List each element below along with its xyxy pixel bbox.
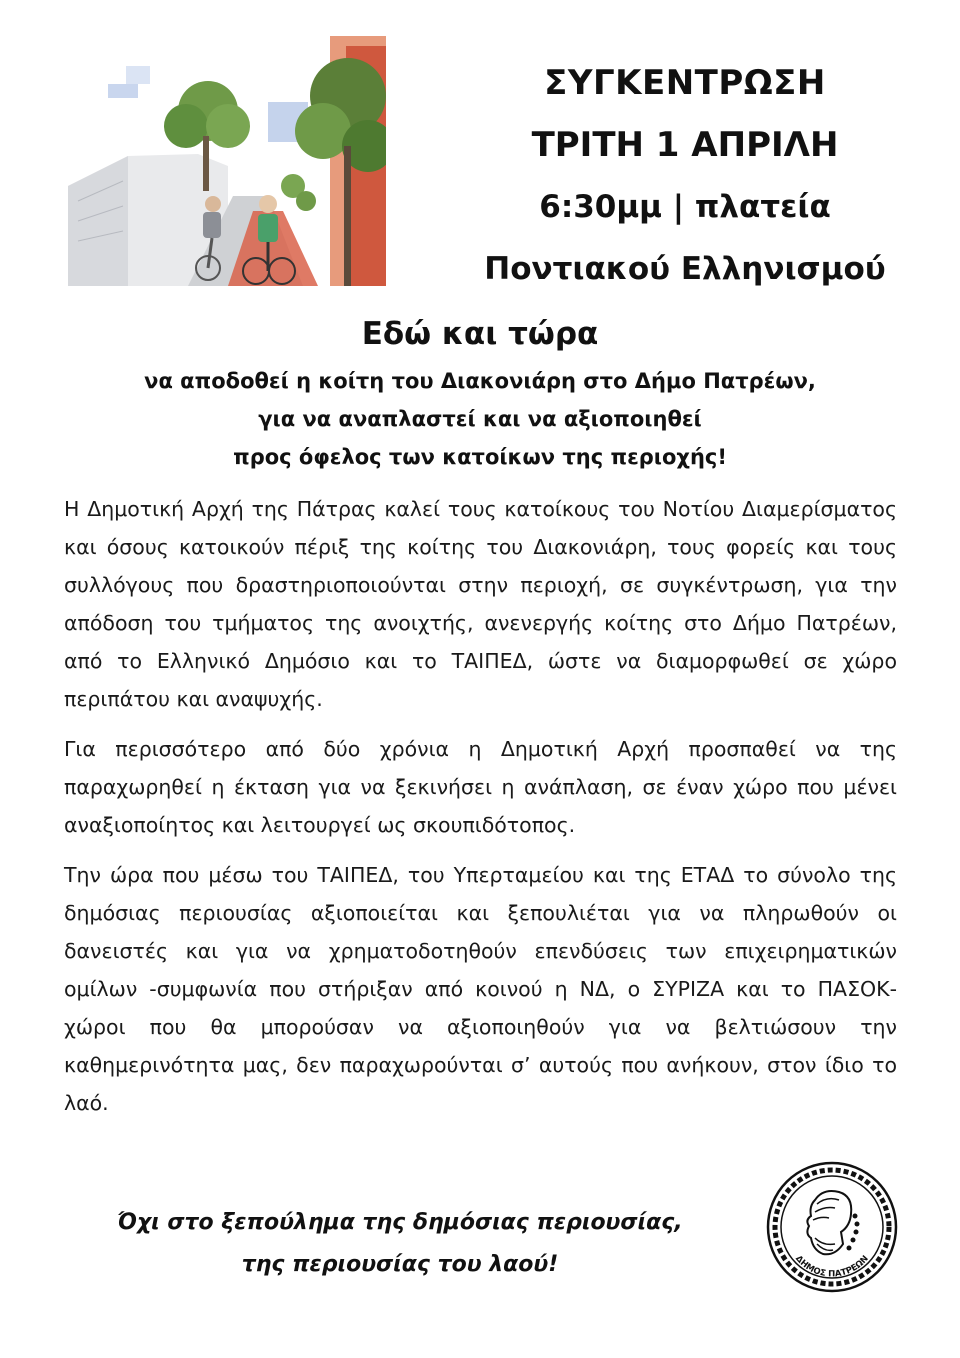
body-text: [64, 490, 897, 1134]
event-announcement: [440, 52, 930, 300]
paragraph: Για περισσότερο από δύο χρόνια η Δημοτική Αρχή προσπαθεί να της παραχωρηθεί η έκταση για να ξεκινήσει η ανάπλαση, σε έναν χώρο που μένει αναξιοποίητος και λειτουργεί ως σκουπιδότοπος.: [64, 737, 897, 837]
subheading-line: προς όφελος των κατοίκων της περιοχής!: [233, 445, 727, 469]
headline: Εδώ και τώρα: [361, 316, 599, 352]
paragraph: Η Δημοτική Αρχή της Πάτρας καλεί τους κατοίκους του Νοτίου Διαμερίσματος και όσους κατοικούν πέριξ της κοίτης του Διακονιάρη, τους φορείς και τους συλλόγους που δραστηριοποιούνται στην περιοχή, σε συγκέντρωση, για την απόδοση του τμήματος της ανοιχτής, ανενεργής κοίτης στο Δήμο Πατρέων, από το Ελληνικό Δημόσιο και το ΤΑΙΠΕΔ, ώστε να διαμορφωθεί σε χώρο περιπάτου και αναψυχής.: [64, 497, 897, 711]
closing-line: Όχι στο ξεπούλημα της δημόσιας περιουσίας,: [117, 1210, 683, 1235]
event-time-place: 6:30μμ | πλατεία: [539, 189, 831, 225]
subheading: [40, 362, 920, 476]
seal-text: ΔΗΜΟΣ ΠΑΤΡΕΩΝ: [793, 1253, 871, 1280]
paragraph: Την ώρα που μέσω του ΤΑΙΠΕΔ, του Υπερταμείου και της ΕΤΑΔ το σύνολο της δημόσιας περιουσίας αξιοποιείται και ξεπουλιέται για να πληρωθούν οι δανειστές και για να χρηματοδοτηθούν επενδύσεις των επιχειρηματικών ομίλων -συμφωνία που στήριξαν από κοινού η ΝΔ, ο ΣΥΡΙΖΑ και το ΠΑΣΟΚ- χώροι που θα μπορούσαν να αξιοποιηθούν για να βελτιώσουν την καθημερινότητα μας, δεν παραχωρούνται σ’ αυτούς που ανήκουν, στον ίδιο το λαό.: [64, 863, 897, 1115]
closing-slogan: [40, 1202, 760, 1286]
subheading-line: για να αναπλαστεί και να αξιοποιηθεί: [258, 407, 702, 431]
event-location: Ποντιακού Ελληνισμού: [484, 251, 886, 287]
municipal-seal-icon: [765, 1160, 899, 1294]
street-rendering-illustration: [68, 36, 386, 286]
event-date: ΤΡΙΤΗ 1 ΑΠΡΙΛΗ: [531, 125, 839, 165]
subheading-line: να αποδοθεί η κοίτη του Διακονιάρη στο Δήμο Πατρέων,: [144, 369, 816, 393]
hero-illustration: [68, 36, 386, 286]
closing-line: της περιουσίας του λαού!: [241, 1252, 559, 1277]
event-title: ΣΥΓΚΕΝΤΡΩΣΗ: [544, 63, 826, 103]
